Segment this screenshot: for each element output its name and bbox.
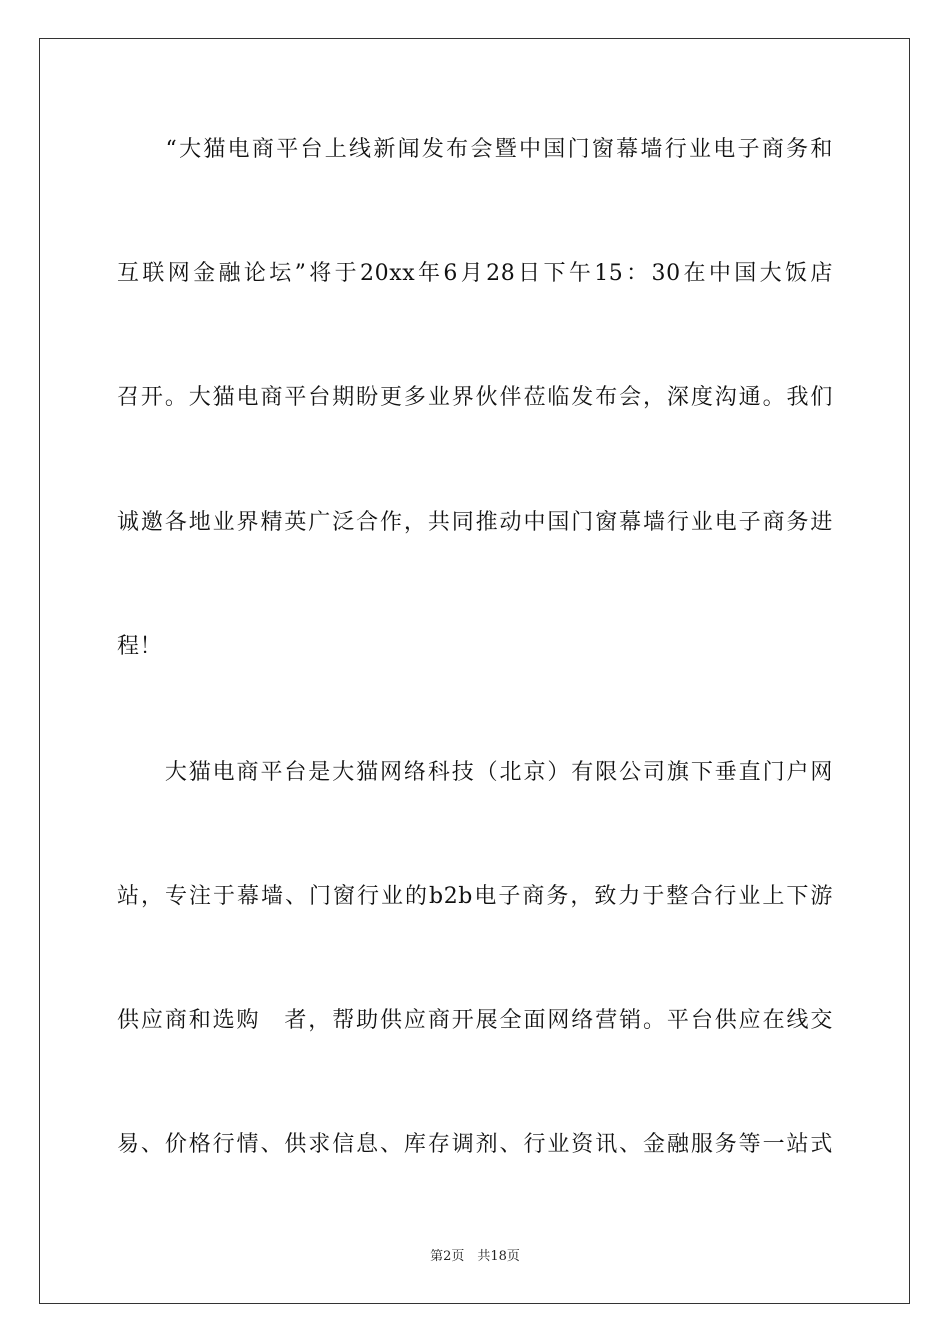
- paragraph-2-line-1: 大猫电商平台是大猫网络科技（北京）有限公司旗下垂直门户网: [117, 760, 833, 785]
- paragraph-2-line-4: 易、价格行情、供求信息、库存调剂、行业资讯、金融服务等一站式: [117, 1132, 833, 1157]
- paragraph-1-line-5: 程！: [117, 634, 163, 659]
- paragraph-1-line-2: 互联网金融论坛”将于20xx年6月28日下午15：30在中国大饭店: [117, 261, 833, 286]
- paragraph-1-line-3: 召开。大猫电商平台期盼更多业界伙伴莅临发布会，深度沟通。我们: [117, 385, 833, 410]
- paragraph-1-line-4: 诚邀各地业界精英广泛合作，共同推动中国门窗幕墙行业电子商务进: [117, 510, 833, 535]
- paragraph-1-line-1: “大猫电商平台上线新闻发布会暨中国门窗幕墙行业电子商务和: [117, 137, 833, 162]
- page-border: [39, 38, 910, 1304]
- paragraph-2-line-2: 站，专注于幕墙、门窗行业的b2b电子商务，致力于整合行业上下游: [117, 884, 833, 909]
- page-number: 第2页 共18页: [430, 1249, 520, 1264]
- paragraph-2-line-3: 供应商和选购 者，帮助供应商开展全面网络营销。平台供应在线交: [117, 1008, 833, 1033]
